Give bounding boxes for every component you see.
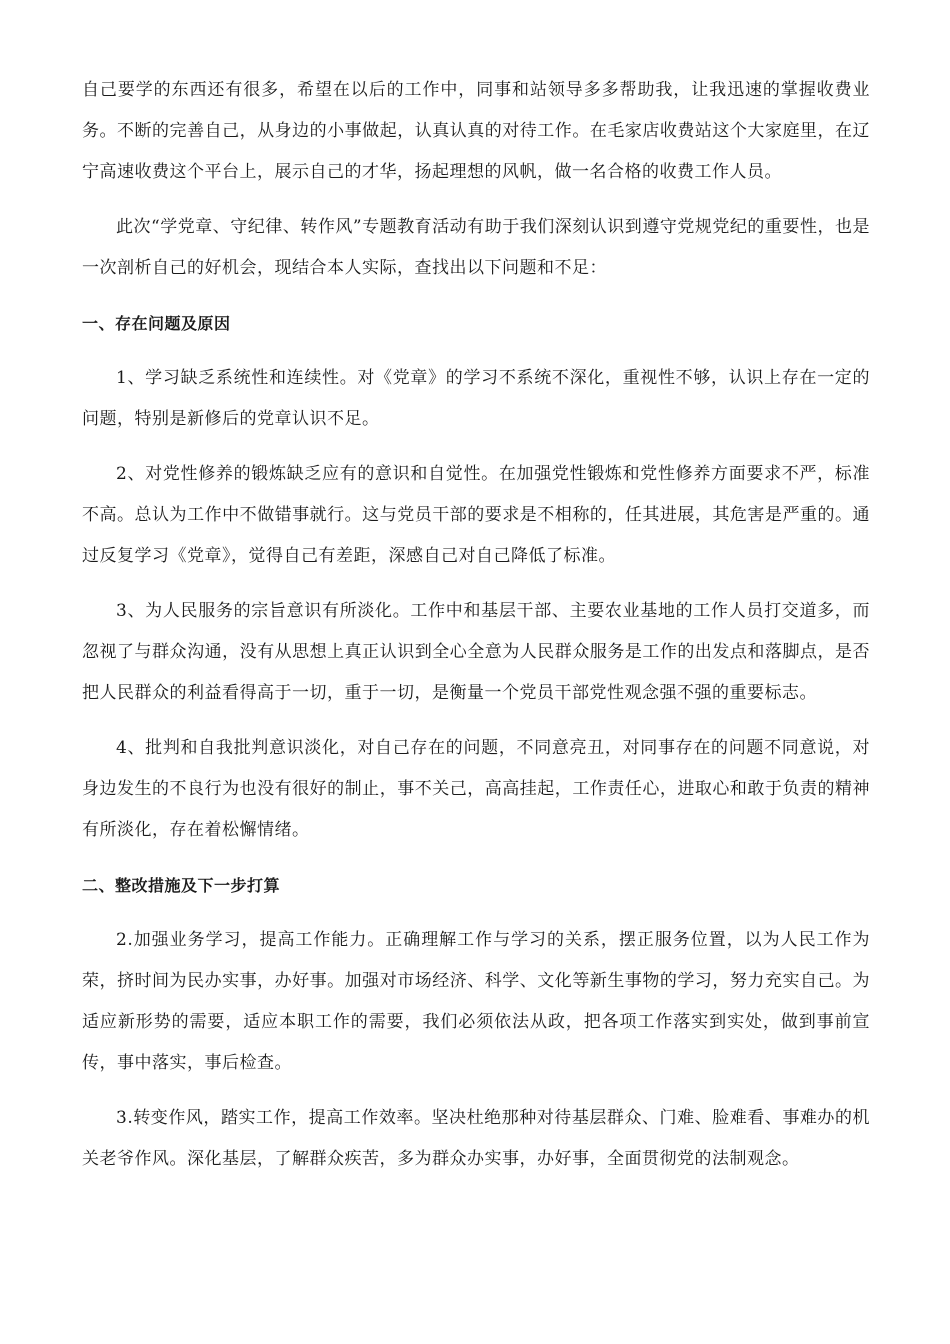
paragraph-problem-4: 4、批判和自我批判意识淡化，对自己存在的问题，不同意亮丑，对同事存在的问题不同意说，对身边发生的不良行为也没有很好的制止，事不关己，高高挂起，工作责任心，进取心和敢于负责的精神有所淡化，存在着松懈情绪。 [82,738,870,840]
paragraph-problem-3: 3、为人民服务的宗旨意识有所淡化。工作中和基层干部、主要农业基地的工作人员打交道多，而忽视了与群众沟通，没有从思想上真正认识到全心全意为人民群众服务是工作的出发点和落脚点，是否把人民群众的利益看得高于一切，重于一切，是衡量一个党员干部党性观念强不强的重要标志。 [82,601,870,703]
paragraph-problem-2: 2、对党性修养的锻炼缺乏应有的意识和自觉性。在加强党性锻炼和党性修养方面要求不严，标准不高。总认为工作中不做错事就行。这与党员干部的要求是不相称的，任其进展，其危害是严重的。通过反复学习《党章》，觉得自己有差距，深感自己对自己降低了标准。 [82,464,870,566]
section-heading-measures: 二、整改措施及下一步打算 [82,876,281,895]
paragraph-intro: 自己要学的东西还有很多，希望在以后的工作中，同事和站领导多多帮助我，让我迅速的掌握收费业务。不断的完善自己，从身边的小事做起，认真认真的对待工作。在毛家店收费站这个大家庭里，在辽宁高速收费这个平台上，展示自己的才华，扬起理想的风帆，做一名合格的收费工作人员。 [82,80,870,182]
paragraph-measure-2: 2.加强业务学习，提高工作能力。正确理解工作与学习的关系，摆正服务位置，以为人民工作为荣，挤时间为民办实事，办好事。加强对市场经济、科学、文化等新生事物的学习，努力充实自己。为适应新形势的需要，适应本职工作的需要，我们必须依法从政，把各项工作落实到实处，做到事前宣传，事中落实，事后检查。 [82,930,870,1073]
paragraph-activity: 此次“学党章、守纪律、转作风”专题教育活动有助于我们深刻认识到遵守党规党纪的重要性，也是一次剖析自己的好机会，现结合本人实际，查找出以下问题和不足： [82,217,870,278]
paragraph-measure-3: 3.转变作风，踏实工作，提高工作效率。坚决杜绝那种对待基层群众、门难、脸难看、事难办的机关老爷作风。深化基层，了解群众疾苦，多为群众办实事，办好事，全面贯彻党的法制观念。 [82,1108,870,1169]
paragraph-problem-1: 1、学习缺乏系统性和连续性。对《党章》的学习不系统不深化，重视性不够，认识上存在一定的问题，特别是新修后的党章认识不足。 [82,368,870,429]
document-page [82,70,870,1194]
section-heading-problems: 一、存在问题及原因 [82,314,231,333]
